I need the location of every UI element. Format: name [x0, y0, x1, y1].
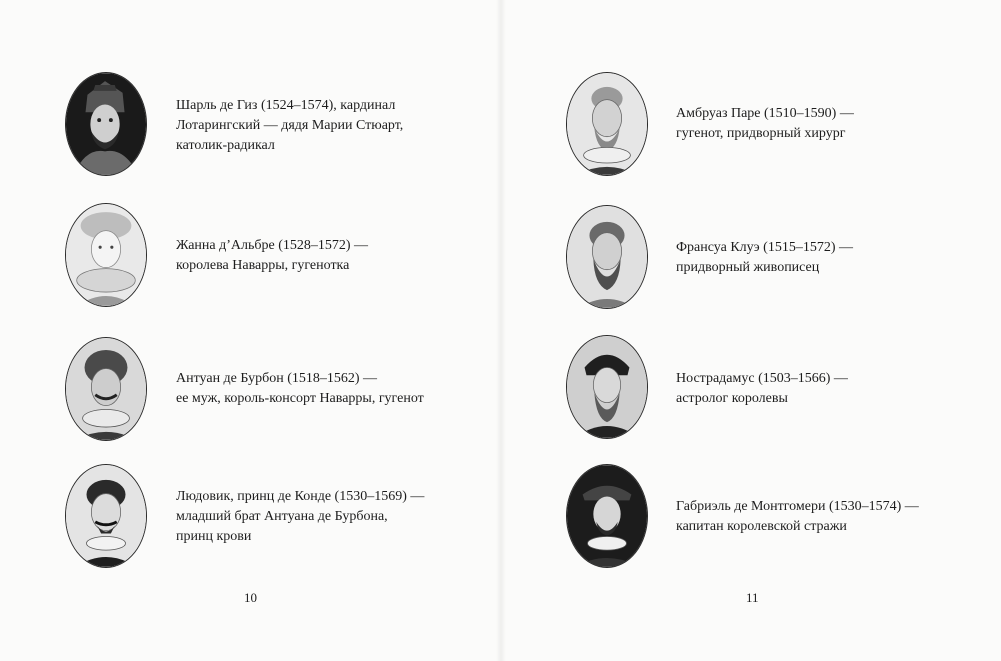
portrait-cardinal	[65, 72, 147, 176]
page-number-right: 11	[746, 590, 759, 605]
portrait-man-beard	[566, 205, 648, 309]
caption-nostradamus: Нострадамус (1503–1566) — астролог королевы	[676, 371, 848, 406]
caption-gabriel-montgomery: Габриэль де Монтгомери (1530–1574) — капитан королевской стражи	[676, 499, 919, 534]
portrait-man-curly	[65, 337, 147, 441]
caption-antoine-bourbon: Антуан де Бурбон (1518–1562) — ее муж, король-консорт Наварры, гугенот	[176, 371, 424, 406]
page-number-left: 10	[244, 590, 257, 605]
portrait-man-cap	[566, 335, 648, 439]
caption-ambroise-pare: Амбруаз Паре (1510–1590) — гугенот, придворный хирург	[676, 106, 854, 141]
caption-charles-guise: Шарль де Гиз (1524–1574), кардинал Лотарингский — дядя Марии Стюарт, католик-радикал	[176, 98, 404, 153]
caption-francois-clouet: Франсуа Клуэ (1515–1572) — придворный живописец	[676, 240, 853, 275]
portrait-old-man-beard	[566, 72, 648, 176]
caption-jeanne-albret: Жанна д’Альбре (1528–1572) — королева Наварры, гугенотка	[176, 238, 369, 273]
caption-louis-conde: Людовик, принц де Конде (1530–1569) — младший брат Антуана де Бурбона, принц крови	[176, 489, 425, 544]
portrait-man-hat	[566, 464, 648, 568]
portrait-lady-ruff	[65, 203, 147, 307]
portrait-man-moustache	[65, 464, 147, 568]
book-gutter	[496, 0, 506, 661]
